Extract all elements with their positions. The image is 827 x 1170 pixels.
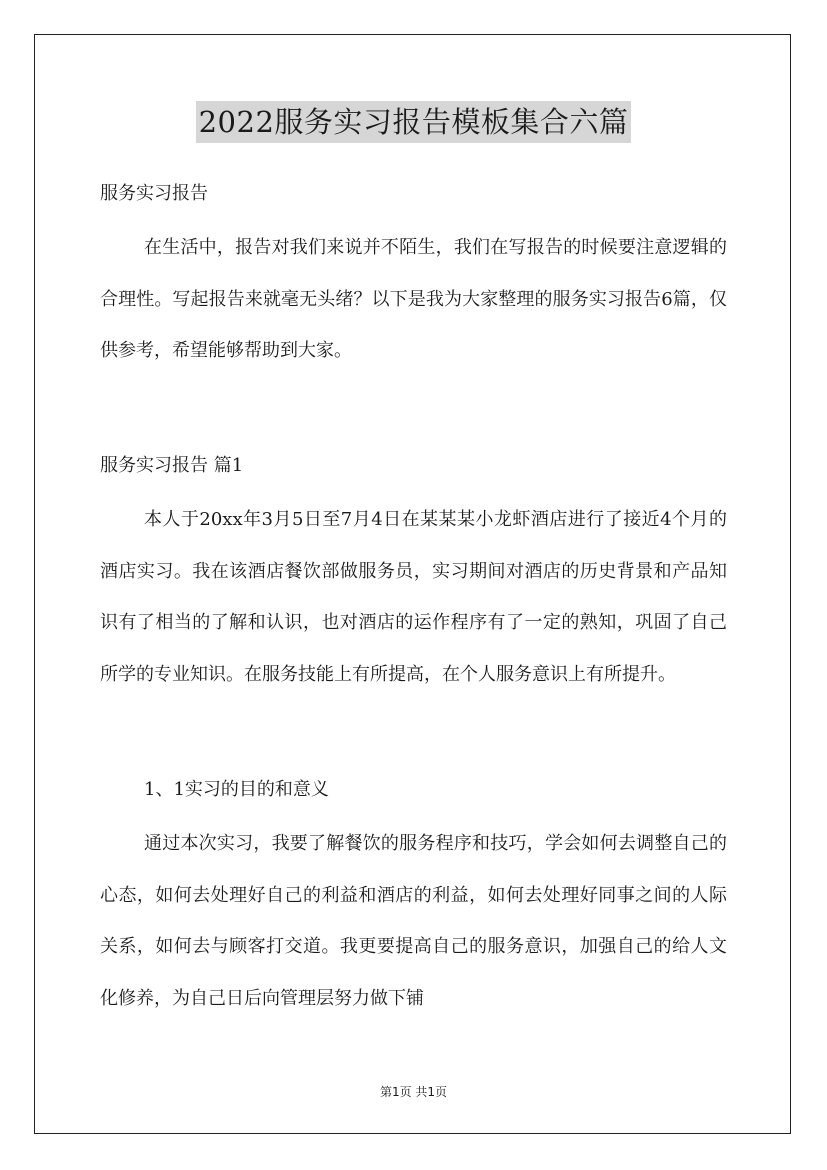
article-heading: 服务实习报告 篇1 [100,455,244,476]
title-container [0,101,827,143]
subsection-heading: 1、1实习的目的和意义 [144,779,329,800]
section-heading: 服务实习报告 [100,183,208,204]
page-footer: 第1页 共1页 [379,1085,448,1099]
article-paragraph: 本人于20xx年3月5日至7月4日在某某某小龙虾酒店进行了接近4个月的酒店实习。我在该酒店餐饮部做服务员，实习期间对酒店的历史背景和产品知识有了相当的了解和认识，也对酒店的运作程序有了一定的熟知，巩固了自己所学的专业知识。在服务技能上有所提高，在个人服务意识上有所提升。 [100,509,727,685]
article-block-1 [100,494,727,700]
article-block-2 [100,818,727,1024]
intro-paragraph: 在生活中，报告对我们来说并不陌生，我们在写报告的时候要注意逻辑的合理性。写起报告来就毫无头绪？以下是我为大家整理的服务实习报告6篇，仅供参考，希望能够帮助到大家。 [100,237,727,361]
document-title: 2022服务实习报告模板集合六篇 [196,101,632,143]
intro-block [100,222,727,377]
article-paragraph: 通过本次实习，我要了解餐饮的服务程序和技巧，学会如何去调整自己的心态，如何去处理好自己的利益和酒店的利益，如何去处理好同事之间的人际关系，如何去与顾客打交道。我更要提高自己的服务意识，加强自己的给人文化修养，为自己日后向管理层努力做下铺 [100,833,727,1009]
